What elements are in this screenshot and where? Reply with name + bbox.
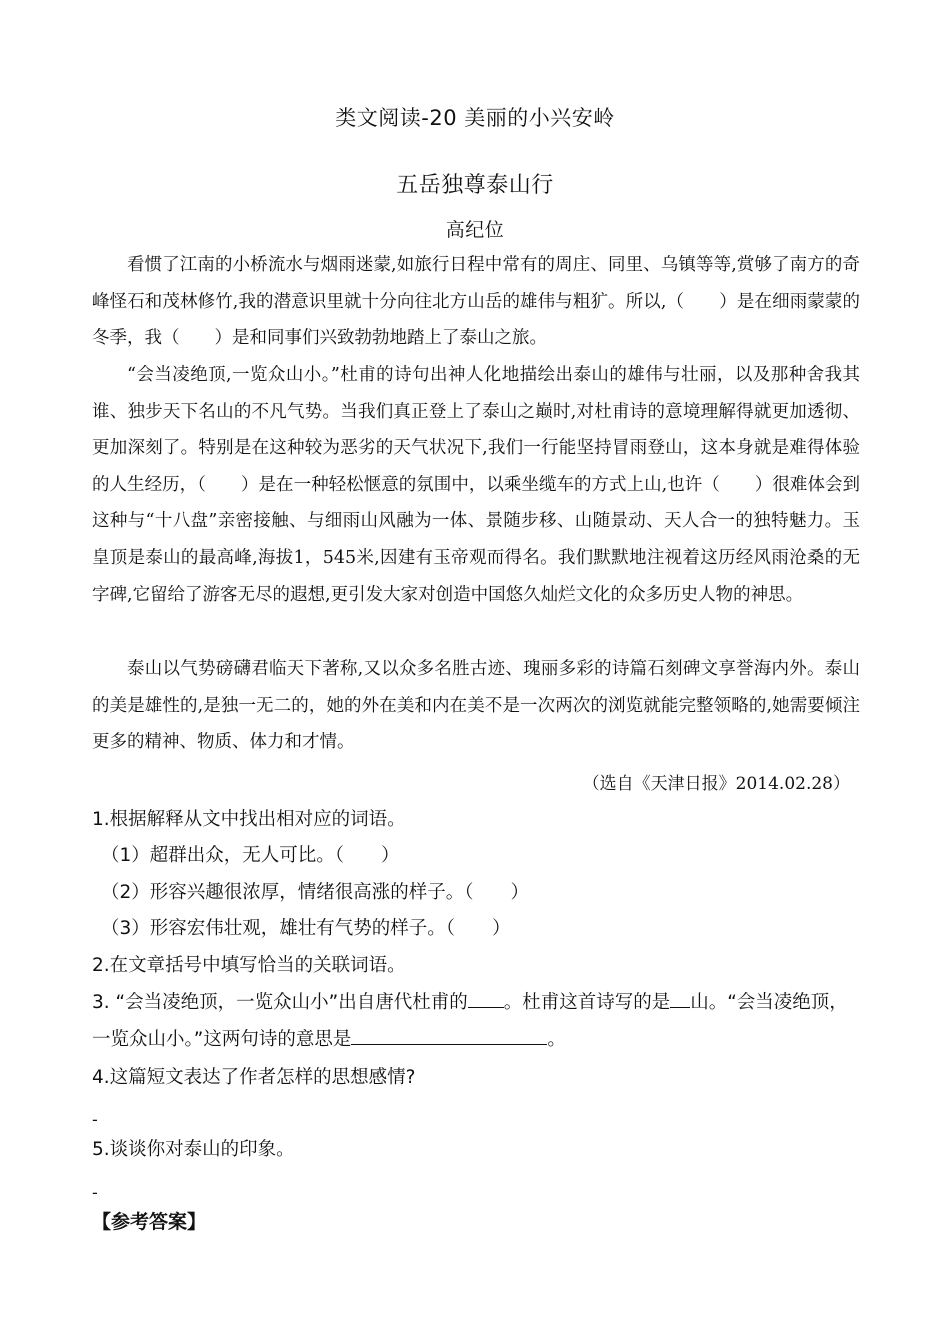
question-1: 1.根据解释从文中找出相对应的词语。	[92, 809, 406, 830]
question-5-answer-mark: -	[92, 1183, 98, 1202]
question-1-2: （2）形容兴趣很浓厚，情绪很高涨的样子。（ ）	[101, 882, 530, 903]
article-paragraph-3	[92, 651, 860, 761]
document-title: 类文阅读-20 美丽的小兴安岭	[335, 106, 615, 130]
question-1-1: （1）超群出众，无人可比。（ ）	[101, 845, 400, 866]
article-author: 高纪位	[445, 219, 505, 241]
article-source: （选自《天津日报》2014.02.28）	[582, 774, 850, 794]
question-3-line-2	[92, 1022, 872, 1058]
question-1-3: （3）形容宏伟壮观，雄壮有气势的样子。（ ）	[101, 918, 511, 939]
paragraph-text: “会当凌绝顶,一览众山小。”杜甫的诗句出神人化地描绘出泰山的雄伟与壮丽，以及那种舍我其谁、独步天下名山的不凡气势。当我们真正登上了泰山之巅时,对杜甫诗的意境理解得就更加透彻、更加深刻了。特别是在这种较为恶劣的天气状况下,我们一行能坚持冒雨登山，这本身就是难得体验的人生经历，（ ）是在一种轻松惬意的氛围中，以乘坐缆车的方式上山,也许（ ）很难体会到这种与“十八盘”亲密接触、与细雨山风融为一体、景随步移、山随景动、天人合一的独特魅力。玉皇顶是泰山的最高峰,海拔1，545米,因建有玉帝观而得名。我们默默地注视着这历经风雨沧桑的无字碑,它留给了游客无尽的遐想,更引发大家对创造中国悠久灿烂文化的众多历史人物的神思。	[92, 365, 860, 605]
answer-blank-meaning[interactable]	[351, 1026, 547, 1045]
article-title: 五岳独尊泰山行	[396, 173, 554, 198]
paragraph-text: 看惯了江南的小桥流水与烟雨迷蒙,如旅行日程中常有的周庄、同里、乌镇等等,赏够了南方的奇峰怪石和茂林修竹,我的潜意识里就十分向往北方山岳的雄伟与粗犷。所以,（ ）是在细雨蒙蒙的冬季，我（ ）是和同事们兴致勃勃地踏上了泰山之旅。	[92, 255, 860, 349]
question-5: 5.谈谈你对泰山的印象。	[92, 1139, 295, 1160]
question-3-text-c: 山。“会当凌绝顶，	[690, 992, 848, 1013]
answer-heading: 【参考答案】	[92, 1211, 207, 1233]
question-4-answer-mark: -	[92, 1110, 98, 1129]
question-2: 2.在文章括号中填写恰当的关联词语。	[92, 955, 406, 976]
question-3-text-a: 3. “会当凌绝顶，一览众山小”出自唐代杜甫的	[92, 992, 468, 1013]
question-3-text-d: 一览众山小。”这两句诗的意思是	[92, 1029, 352, 1050]
article-paragraph-2	[92, 357, 860, 613]
question-3-text-e: 。	[547, 1029, 566, 1050]
answer-blank-poem-title[interactable]	[468, 989, 504, 1008]
answer-blank-mountain[interactable]	[670, 989, 690, 1008]
question-3-line-1	[92, 985, 872, 1021]
article-paragraph-1	[92, 247, 860, 357]
question-3-text-b: 。杜甫这首诗写的是	[503, 992, 671, 1013]
paragraph-text: 泰山以气势磅礴君临天下著称,又以众多名胜古迹、瑰丽多彩的诗篇石刻碑文享誉海内外。泰山的美是雄性的,是独一无二的，她的外在美和内在美不是一次两次的浏览就能完整领略的,她需要倾注更多的精神、物质、体力和才情。	[92, 659, 860, 753]
question-4: 4.这篇短文表达了作者怎样的思想感情?	[92, 1067, 416, 1088]
